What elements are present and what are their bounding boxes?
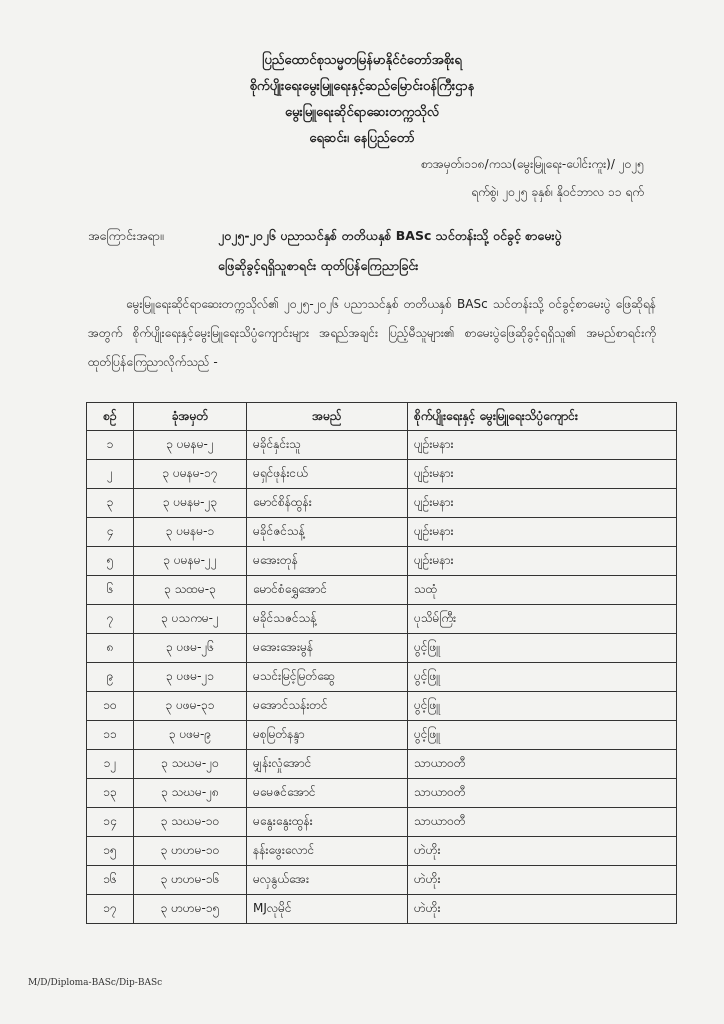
cell-school: သာယာဝတီ	[408, 750, 677, 779]
footer-code: M/D/Diploma-BASc/Dip-BASc	[28, 978, 163, 988]
reference-number: စာအမှတ်၊၁၁၈/ကသ(မွေးမြူရေး-ပေါင်းကူး)/ ၂၀၂၅	[421, 157, 644, 171]
letterhead	[0, 48, 724, 152]
cell-serial: ၁	[87, 431, 134, 460]
cell-name: နန်းဖွေးလောင်	[247, 837, 408, 866]
header-roll-number: ခုံအမှတ်	[134, 403, 247, 431]
cell-roll-number: ၃ သထမ-၃	[134, 576, 247, 605]
table-row	[87, 634, 677, 663]
cell-roll-number: ၃ ဟဟမ-၁၀	[134, 837, 247, 866]
cell-serial: ၅	[87, 547, 134, 576]
header-school: စိုက်ပျိုးရေးနှင့် မွေးမြူရေးသိပ္ပံကျောင်း	[408, 403, 677, 431]
cell-school: သာယာဝတီ	[408, 808, 677, 837]
cell-serial: ၉	[87, 663, 134, 692]
cell-name: မလှနွယ်အေး	[247, 866, 408, 895]
table-row	[87, 605, 677, 634]
ministry-line: စိုက်ပျိုးရေးမွေးမြူရေးနှင့်ဆည်မြောင်းဝန်ကြီးဌာန	[249, 79, 475, 94]
header-serial: စဉ်	[87, 403, 134, 431]
header-name: အမည်	[247, 403, 408, 431]
cell-roll-number: ၃ ပဖမ-၂၆	[134, 634, 247, 663]
reference-block	[421, 150, 644, 206]
cell-roll-number: ၃ ပမနမ-၁၇	[134, 460, 247, 489]
cell-roll-number: ၃ ပမနမ-၁	[134, 518, 247, 547]
table-row	[87, 692, 677, 721]
cell-name: မျှန်းလှုံအောင်	[247, 750, 408, 779]
table-row	[87, 489, 677, 518]
cell-serial: ၁၀	[87, 692, 134, 721]
cell-roll-number: ၃ ဟဟမ-၁၅	[134, 895, 247, 924]
cell-school: ပျဉ်းမနား	[408, 518, 677, 547]
cell-name: မသင်းမြင့်မြတ်ဆွေ	[247, 663, 408, 692]
cell-school: ပျဉ်းမနား	[408, 431, 677, 460]
university-line: မွေးမြူရေးဆိုင်ရာဆေးတက္ကသိုလ်	[284, 105, 440, 120]
cell-serial: ၁၅	[87, 837, 134, 866]
cell-school: သာယာဝတီ	[408, 779, 677, 808]
table-row	[87, 460, 677, 489]
cell-roll-number: ၃ ပဖမ-၉	[134, 721, 247, 750]
cell-serial: ၁၂	[87, 750, 134, 779]
cell-roll-number: ၃ သဃမ-၁၀	[134, 808, 247, 837]
cell-serial: ၂	[87, 460, 134, 489]
table-row	[87, 518, 677, 547]
reference-date: ရက်စွဲ၊ ၂၀၂၅ ခုနှစ်၊ နိုဝင်ဘာလ ၁၁ ရက်	[471, 185, 644, 199]
cell-name: မအေးတုန်	[247, 547, 408, 576]
cell-roll-number: ၃ ဟဟမ-၁၆	[134, 866, 247, 895]
cell-name: မမေဇင်အောင်	[247, 779, 408, 808]
cell-name: မနွေးနွေးထွန်း	[247, 808, 408, 837]
cell-roll-number: ၃ သဃမ-၂၈	[134, 779, 247, 808]
cell-name: MJလုမိုင်	[247, 895, 408, 924]
cell-school: ပွင့်ဖြူ	[408, 663, 677, 692]
cell-serial: ၁၄	[87, 808, 134, 837]
cell-serial: ၁၆	[87, 866, 134, 895]
cell-name: မောင်စိန်ထွန်း	[247, 489, 408, 518]
table-row	[87, 576, 677, 605]
table-row	[87, 750, 677, 779]
cell-name: မောင်စံရွှေအောင်	[247, 576, 408, 605]
table-row	[87, 837, 677, 866]
cell-school: သထုံ	[408, 576, 677, 605]
cell-serial: ၁၁	[87, 721, 134, 750]
cell-roll-number: ၃ သဃမ-၂၀	[134, 750, 247, 779]
cell-name: မခိုင်ဇင်သန့်	[247, 518, 408, 547]
cell-roll-number: ၃ ပမနမ-၂၃	[134, 489, 247, 518]
subject-label: အကြောင်းအရာ။	[88, 228, 164, 243]
cell-serial: ၁၃	[87, 779, 134, 808]
cell-school: ပျဉ်းမနား	[408, 547, 677, 576]
cell-serial: ၈	[87, 634, 134, 663]
cell-name: မစုမြတ်နန္ဒာ	[247, 721, 408, 750]
table-row	[87, 895, 677, 924]
table-row	[87, 721, 677, 750]
body-paragraph: မွေးမြူရေးဆိုင်ရာဆေးတက္ကသိုလ်၏ ၂၀၂၅-၂၀၂၆ ပညာသင်နှစ် တတိယနှစ် BASc သင်တန်းသို့ ဝင်ခွင့်စာမေးပွဲ ဖြေဆိုရန်အတွက် စိုက်ပျိုးရေးနှင့်မွေးမြူရေးသိပ္ပံကျောင်းများ အရည်အချင်း ပြည့်မီသူများ၏ စာမေးပွဲဖြေဆိုခွင့်ရရှိသူ၏ အမည်စာရင်းကို ထုတ်ပြန်ကြေညာလိုက်သည် -	[88, 297, 656, 369]
cell-school: ပွင့်ဖြူ	[408, 634, 677, 663]
cell-school: ပျဉ်းမနား	[408, 489, 677, 518]
government-line: ပြည်ထောင်စုသမ္မတမြန်မာနိုင်ငံတော်အစိုးရ	[262, 53, 462, 68]
cell-school: ဟဲဟိုး	[408, 837, 677, 866]
cell-name: မခိုင်နှင်းသူ	[247, 431, 408, 460]
table-row	[87, 663, 677, 692]
subject-line-2: ဖြေဆိုခွင့်ရရှိသူစာရင်း ထုတ်ပြန်ကြေညာခြင်း	[218, 258, 419, 273]
cell-school: ပွင့်ဖြူ	[408, 721, 677, 750]
table-row	[87, 779, 677, 808]
cell-name: မရှင်ဖုန်းငယ်	[247, 460, 408, 489]
cell-roll-number: ၃ ပဖမ-၂၁	[134, 663, 247, 692]
cell-school: ဟဲဟိုး	[408, 866, 677, 895]
cell-name: မအေးအေးမွန်	[247, 634, 408, 663]
cell-school: ပုသိမ်ကြီး	[408, 605, 677, 634]
table-row	[87, 431, 677, 460]
cell-name: မခိုင်သဇင်သန့်	[247, 605, 408, 634]
cell-serial: ၆	[87, 576, 134, 605]
cell-serial: ၁၇	[87, 895, 134, 924]
cell-serial: ၄	[87, 518, 134, 547]
cell-roll-number: ၃ ပသကမ-၂	[134, 605, 247, 634]
cell-school: ပျဉ်းမနား	[408, 460, 677, 489]
cell-school: ပွင့်ဖြူ	[408, 692, 677, 721]
cell-roll-number: ၃ ပမနမ-၂၂	[134, 547, 247, 576]
location-line: ရေဆင်း၊ နေပြည်တော်	[309, 131, 415, 146]
cell-serial: ၇	[87, 605, 134, 634]
cell-serial: ၃	[87, 489, 134, 518]
cell-school: ဟဲဟိုး	[408, 895, 677, 924]
cell-roll-number: ၃ ပဖမ-၃၁	[134, 692, 247, 721]
candidate-table	[86, 402, 677, 924]
table-body	[87, 431, 677, 924]
cell-name: မအောင်သန်းတင်	[247, 692, 408, 721]
table-row	[87, 866, 677, 895]
table-header-row	[87, 403, 677, 431]
table-row	[87, 808, 677, 837]
table-row	[87, 547, 677, 576]
cell-roll-number: ၃ ပမနမ-၂	[134, 431, 247, 460]
subject-line-1: ၂၀၂၅-၂၀၂၆ ပညာသင်နှစ် တတိယနှစ် BASc သင်တန်းသို့ ဝင်ခွင့် စာမေးပွဲ	[218, 228, 562, 243]
